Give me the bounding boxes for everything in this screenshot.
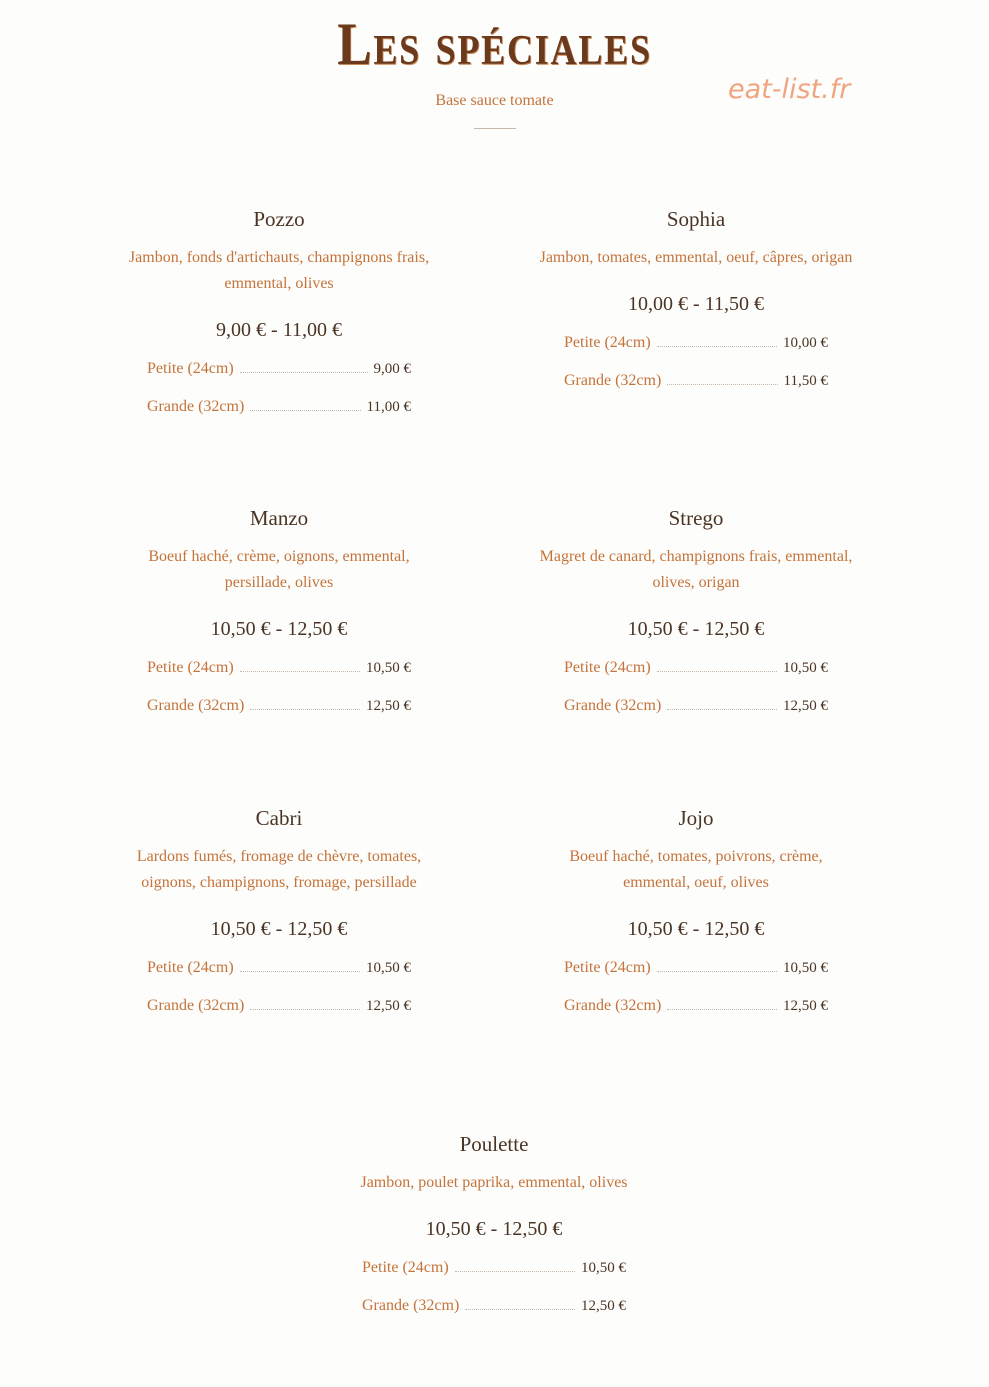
dot-leader xyxy=(657,334,777,347)
dot-leader xyxy=(667,997,777,1010)
size-label: Petite (24cm) xyxy=(564,659,651,676)
size-label: Petite (24cm) xyxy=(147,659,234,676)
item-description: Boeuf haché, tomates, poivrons, crème, emmental, oeuf, olives xyxy=(569,848,823,891)
size-row-large xyxy=(147,996,411,1016)
item-name: Strego xyxy=(668,506,724,530)
dot-leader xyxy=(240,360,368,373)
menu-item-sophia xyxy=(536,205,856,391)
size-row-large xyxy=(147,397,411,417)
dot-leader xyxy=(465,1297,575,1310)
item-name: Poulette xyxy=(459,1132,529,1156)
size-label: Grande (32cm) xyxy=(147,398,245,415)
size-price: 12,50 € xyxy=(581,1298,626,1314)
dot-leader xyxy=(240,959,360,972)
size-row-large xyxy=(147,696,411,716)
size-label: Grande (32cm) xyxy=(564,697,662,714)
size-price: 12,50 € xyxy=(366,698,411,714)
size-price: 9,00 € xyxy=(373,361,411,377)
size-row-small xyxy=(147,658,411,678)
dot-leader xyxy=(250,697,360,710)
size-price: 11,50 € xyxy=(783,373,828,389)
dot-leader xyxy=(657,659,777,672)
size-price: 11,00 € xyxy=(366,399,411,415)
item-name: Sophia xyxy=(666,207,726,231)
item-name: Pozzo xyxy=(253,207,305,231)
item-name: Manzo xyxy=(249,506,309,530)
dot-leader xyxy=(657,959,777,972)
size-label: Petite (24cm) xyxy=(147,360,234,377)
item-price-range: 10,00 € - 11,50 € xyxy=(628,293,764,315)
dot-leader xyxy=(667,372,777,385)
item-name: Cabri xyxy=(255,806,303,830)
size-price: 12,50 € xyxy=(783,698,828,714)
size-row-large xyxy=(564,696,828,716)
size-row-small xyxy=(564,658,828,678)
dot-leader xyxy=(455,1259,575,1272)
item-price-range: 10,50 € - 12,50 € xyxy=(627,618,765,640)
item-price-range: 10,50 € - 12,50 € xyxy=(627,918,765,940)
page-subtitle: Base sauce tomate xyxy=(435,92,554,109)
size-row-large xyxy=(564,996,828,1016)
dot-leader xyxy=(667,697,777,710)
item-description: Lardons fumés, fromage de chèvre, tomates, oignons, champignons, fromage, persillade xyxy=(136,848,422,891)
item-description: Jambon, tomates, emmental, oeuf, câpres, origan xyxy=(539,249,853,266)
item-description: Boeuf haché, crème, oignons, emmental, persillade, olives xyxy=(148,548,410,591)
item-description: Jambon, fonds d'artichauts, champignons frais, emmental, olives xyxy=(128,249,430,292)
size-label: Grande (32cm) xyxy=(564,372,662,389)
page-title: Les spéciales xyxy=(337,11,652,77)
size-row-small xyxy=(564,958,828,978)
size-price: 10,50 € xyxy=(366,660,411,676)
size-row-large xyxy=(564,371,828,391)
size-price: 10,50 € xyxy=(783,960,828,976)
item-price-range: 10,50 € - 12,50 € xyxy=(210,618,348,640)
size-price: 10,50 € xyxy=(366,960,411,976)
item-description: Jambon, poulet paprika, emmental, olives xyxy=(360,1174,628,1191)
menu-item-manzo xyxy=(119,504,439,716)
item-price-range: 10,50 € - 12,50 € xyxy=(425,1218,563,1240)
menu-item-pozzo xyxy=(119,205,439,417)
watermark: eat-list.fr xyxy=(728,74,851,105)
size-label: Grande (32cm) xyxy=(147,997,245,1014)
size-label: Grande (32cm) xyxy=(147,697,245,714)
menu-item-strego xyxy=(536,504,856,716)
size-row-large xyxy=(362,1296,626,1316)
size-price: 12,50 € xyxy=(366,998,411,1014)
item-description: Magret de canard, champignons frais, emmental, olives, origan xyxy=(539,548,853,591)
dot-leader xyxy=(250,398,360,411)
menu-item-cabri xyxy=(119,804,439,1016)
size-price: 10,00 € xyxy=(783,335,828,351)
menu-item-poulette xyxy=(334,1130,654,1316)
item-name: Jojo xyxy=(678,806,714,830)
item-price-range: 10,50 € - 12,50 € xyxy=(210,918,348,940)
dot-leader xyxy=(250,997,360,1010)
size-label: Petite (24cm) xyxy=(564,959,651,976)
size-price: 10,50 € xyxy=(581,1260,626,1276)
size-price: 10,50 € xyxy=(783,660,828,676)
size-price: 12,50 € xyxy=(783,998,828,1014)
size-label: Grande (32cm) xyxy=(564,997,662,1014)
size-label: Petite (24cm) xyxy=(147,959,234,976)
menu-item-jojo xyxy=(536,804,856,1016)
title-divider xyxy=(474,128,516,129)
size-label: Petite (24cm) xyxy=(362,1259,449,1276)
dot-leader xyxy=(240,659,360,672)
size-row-small xyxy=(147,958,411,978)
size-row-small xyxy=(147,359,411,379)
item-price-range: 9,00 € - 11,00 € xyxy=(216,319,342,341)
size-row-small xyxy=(362,1258,626,1278)
size-label: Petite (24cm) xyxy=(564,334,651,351)
size-row-small xyxy=(564,333,828,353)
size-label: Grande (32cm) xyxy=(362,1297,460,1314)
